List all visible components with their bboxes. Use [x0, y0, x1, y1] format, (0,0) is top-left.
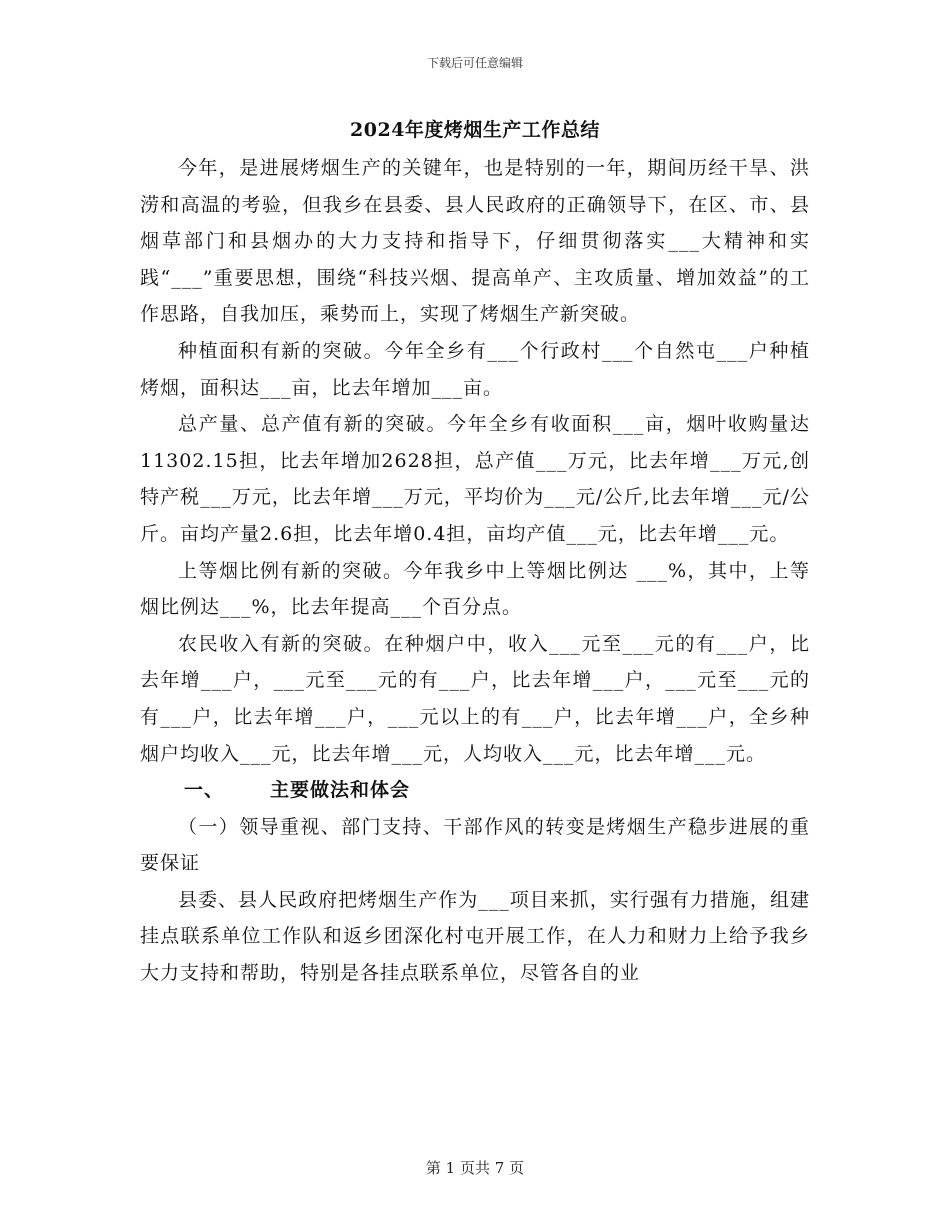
document-body	[140, 150, 810, 992]
paragraph-grade-ratio: 上等烟比例有新的突破。今年我乡中上等烟比例达 ___%，其中，上等烟比例达___%，比去年提高___个百分点。	[140, 559, 810, 619]
subsection-heading: （一）领导重视、部门支持、干部作风的转变是烤烟生产稳步进展的重要保证	[140, 815, 810, 875]
paragraph-farmer-income: 农民收入有新的突破。在种烟户中，收入___元至___元的有___户，比去年增___户，___元至___元的有___户，比去年增___户，___元至___元的有___户，比去年增___户，___元以上的有___户，比去年增___户，全乡种烟户均收入___元，比去年增___元，人均收入___元，比去年增___元。	[140, 632, 810, 765]
paragraph-output-value: 总产量、总产值有新的突破。今年全乡有收面积___亩，烟叶收购量达11302.15担，比去年增加2628担，总产值___万元，比去年增___万元,创特产税___万元，比去年增___万元，平均价为___元/公斤,比去年增___元/公斤。亩均产量2.6担，比去年增0.4担，亩均产值___元，比去年增___元。	[140, 413, 810, 545]
paragraph-intro: 今年，是进展烤烟生产的关键年，也是特别的一年，期间历经干旱、洪涝和高温的考验，但我乡在县委、县人民政府的正确领导下，在区、市、县烟草部门和县烟办的大力支持和指导下，仔细贯彻落实___大精神和实践“___”重要思想，围绕“科技兴烟、提高单产、主攻质量、增加效益”的工作思路，自我加压，乘势而上，实现了烤烟生产新突破。	[140, 157, 810, 326]
paragraph-leadership: 县委、县人民政府把烤烟生产作为___项目来抓，实行强有力措施，组建挂点联系单位工作队和返乡团深化村屯开展工作，在人力和财力上给予我乡大力支持和帮助，特别是各挂点联系单位，尽管各自的业	[140, 888, 810, 985]
page-footer: 第 1 页共 7 页	[425, 1159, 525, 1177]
section-heading	[140, 772, 810, 809]
section-number: 一、	[184, 779, 225, 802]
header-note: 下载后可任意编辑	[426, 56, 523, 70]
paragraph-planting-area: 种植面积有新的突破。今年全乡有___个行政村___个自然屯___户种植烤烟，面积达___亩，比去年增加___亩。	[140, 339, 810, 399]
section-title: 主要做法和体会	[270, 779, 411, 802]
document-title: 2024年度烤烟生产工作总结	[350, 119, 600, 141]
